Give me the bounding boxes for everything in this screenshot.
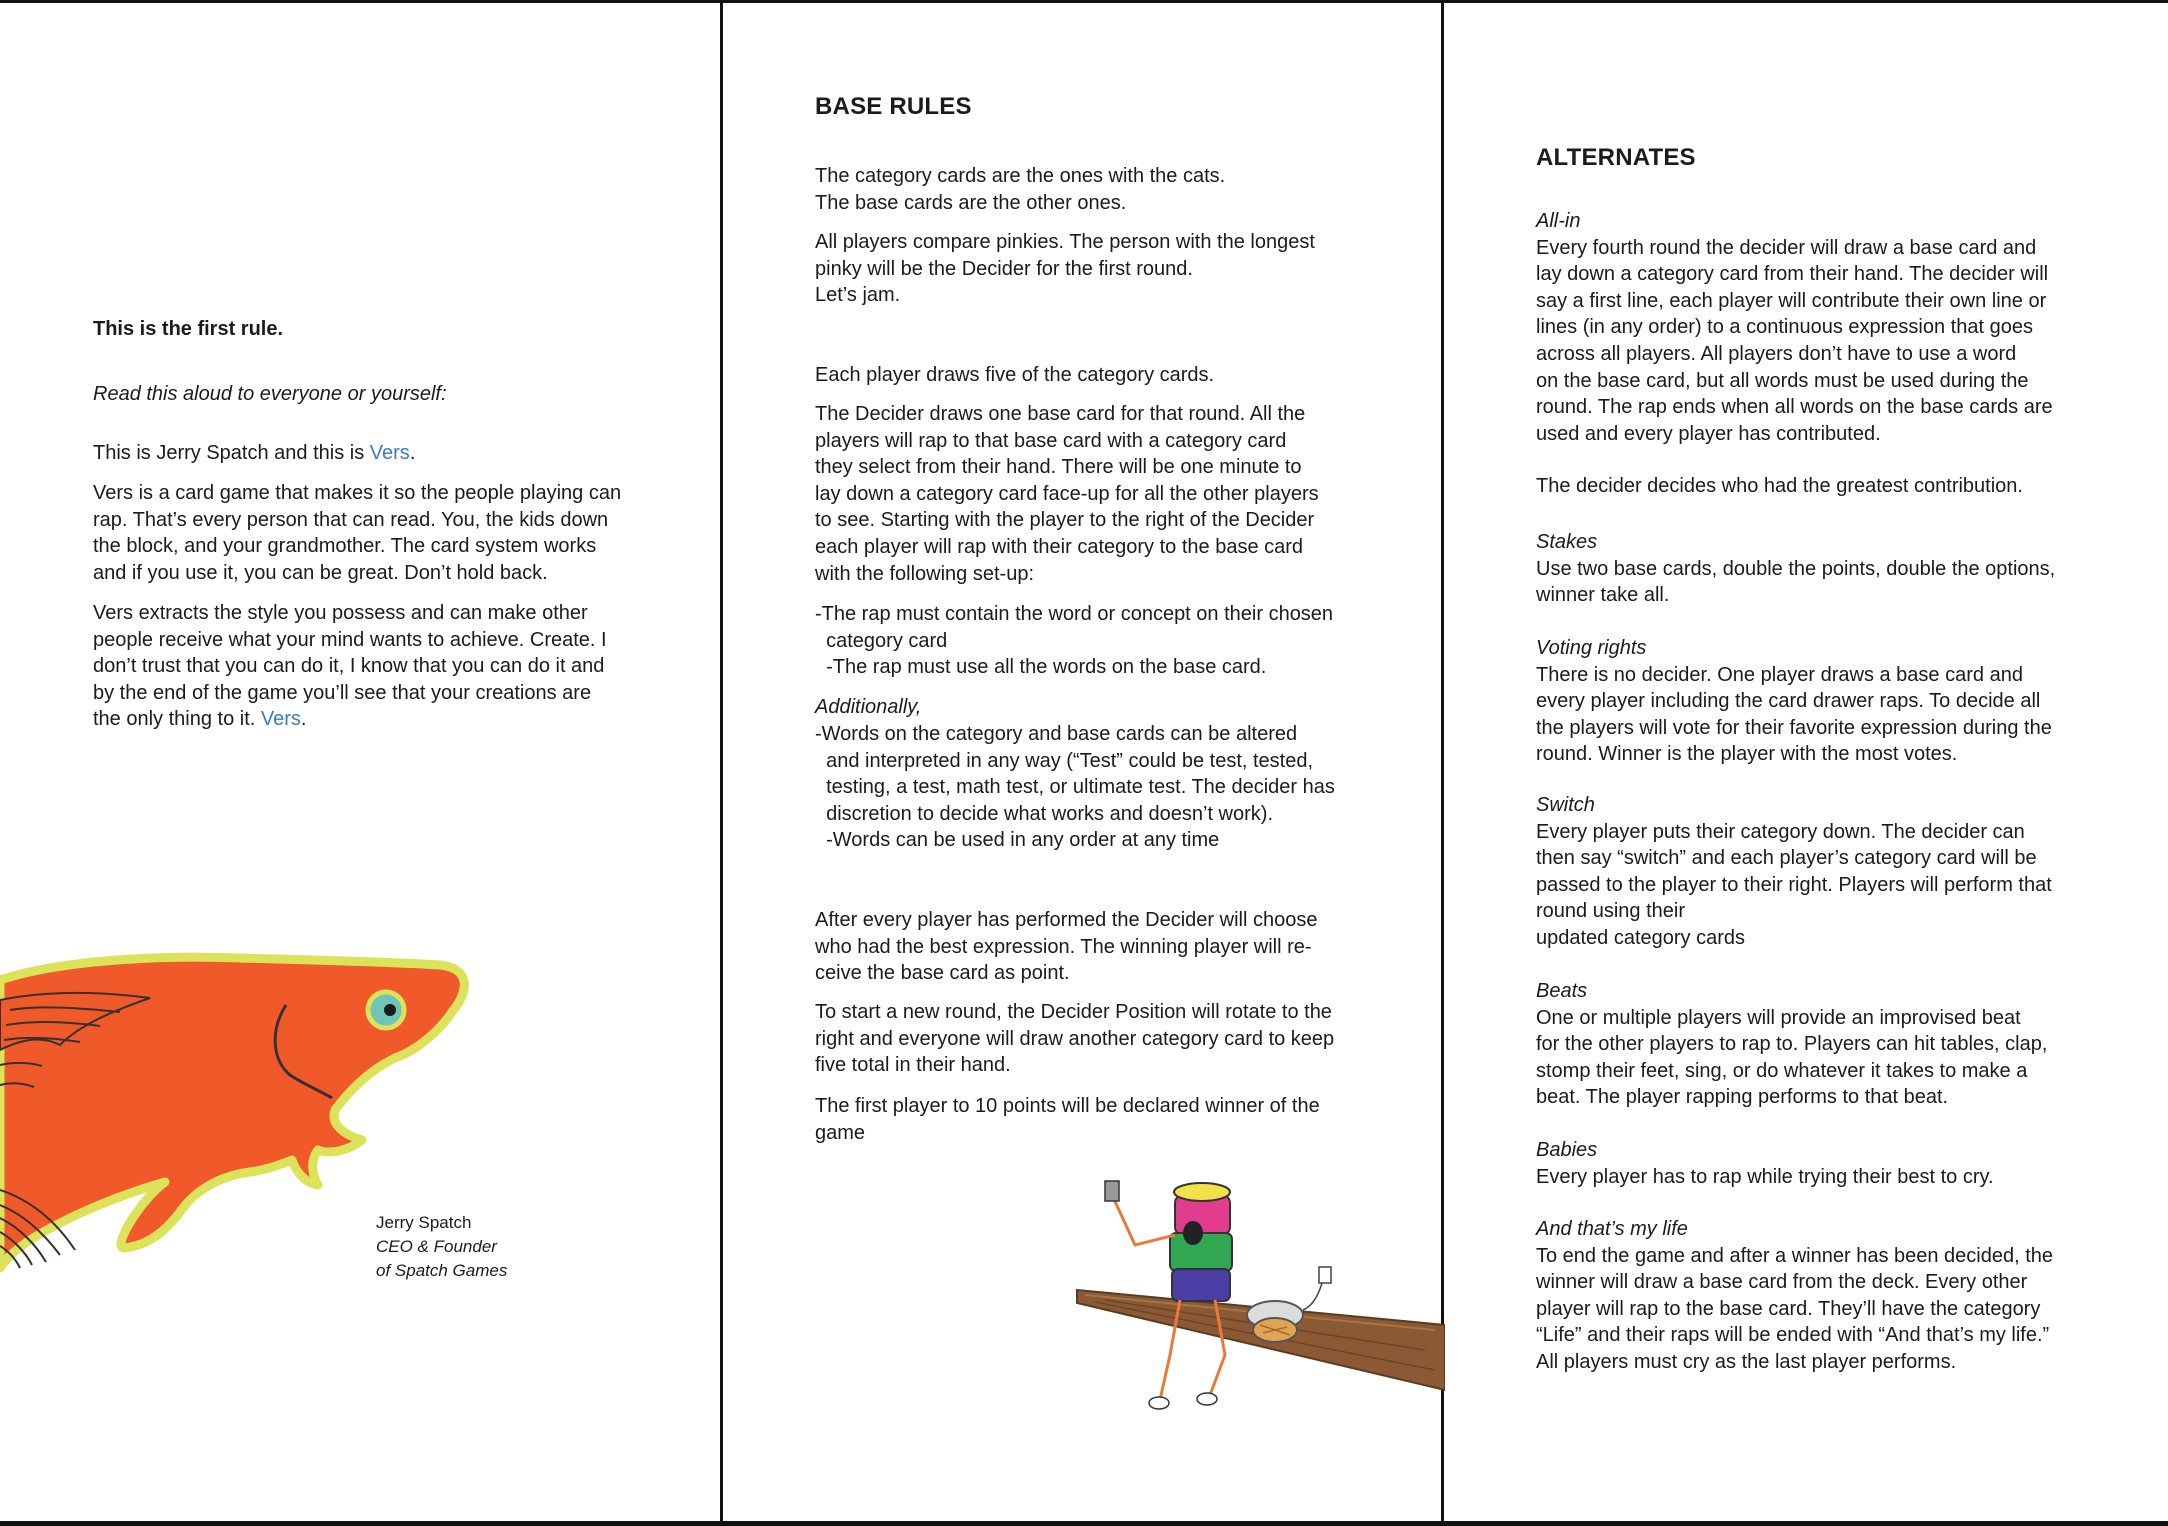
beats-title: Beats	[1536, 980, 1588, 1002]
text-line: All players compare pinkies. The person with the longest	[815, 231, 1315, 253]
text-line: with the following set-up:	[815, 562, 1035, 585]
panel-alternates	[1444, 0, 2168, 1521]
text-line: Vers extracts the style you possess and can make other	[93, 602, 588, 624]
intro-suffix: .	[409, 442, 416, 464]
text-line: players will rap to that base card with a category card	[815, 429, 1287, 452]
switch-body	[1536, 819, 2052, 952]
signature-name: Jerry Spatch	[376, 1213, 472, 1232]
alternate-babies	[1536, 1137, 1994, 1190]
text-line: testing, a test, math test, or ultimate test. The decider has	[815, 776, 1335, 799]
character-illustration	[1075, 1175, 1445, 1425]
text-line: One or multiple players will provide an improvised beat	[1536, 1006, 2021, 1029]
text-line: The decider decides who had the greatest contribution.	[1536, 475, 2023, 498]
alternate-voting-rights	[1536, 635, 2052, 768]
text-line: right and everyone will draw another category card to keep	[815, 1027, 1335, 1050]
text-line: ceive the base card as point.	[815, 962, 1070, 985]
text-line: for the other players to rap to. Players can hit tables, clap,	[1536, 1033, 2048, 1056]
text-line: stomp their feet, sing, or do whatever it takes to make a	[1536, 1059, 2028, 1082]
text-line: five total in their hand.	[815, 1054, 1011, 1077]
intro-paragraph-1	[93, 480, 621, 586]
text-line: updated category cards	[1536, 926, 1746, 949]
base-rules-p2	[815, 229, 1315, 309]
signature-title-1: CEO & Founder	[376, 1237, 497, 1256]
last-line-text: the only thing to it.	[93, 708, 261, 731]
text-line: and interpreted in any way (“Test” could be test, tested,	[815, 749, 1314, 772]
alternate-stakes	[1536, 529, 2055, 609]
text-line: Let’s jam.	[815, 284, 901, 307]
alternate-beats	[1536, 978, 2047, 1111]
text-line: To end the game and after a winner has been decided, the	[1536, 1244, 2054, 1267]
text-line: and if you use it, you can be great. Don’t hold back.	[93, 561, 548, 584]
text-line: each player will rap with their category to the base card	[815, 535, 1304, 558]
babies-body	[1536, 1164, 1994, 1191]
text-line: The category cards are the ones with the cats.	[815, 165, 1226, 187]
text-line: to see. Starting with the player to the right of the Decider	[815, 509, 1315, 532]
first-rule-heading: This is the first rule.	[93, 318, 284, 340]
text-line: round using their	[1536, 900, 1685, 923]
intro-paragraph-2-last-line	[93, 706, 607, 733]
babies-title: Babies	[1536, 1139, 1598, 1161]
read-aloud-instruction: Read this aloud to everyone or yourself:	[93, 383, 447, 405]
text-line: Each player draws five of the category cards.	[815, 364, 1215, 386]
panel-intro	[0, 0, 720, 1521]
text-line: rap. That’s every person that can read. You, the kids down	[93, 508, 609, 531]
text-line: on the base card, but all words must be used during the	[1536, 369, 2029, 392]
stakes-body	[1536, 556, 2055, 609]
base-rules-p8	[815, 999, 1334, 1079]
base-rules-p6	[815, 721, 1335, 854]
spatula-icon	[1105, 1181, 1119, 1201]
alternates-title: ALTERNATES	[1536, 144, 1696, 171]
text-line: they select from their hand. There will be one minute to	[815, 456, 1302, 479]
text-line: Use two base cards, double the points, double the options,	[1536, 557, 2056, 580]
intro-paragraph-2	[93, 600, 607, 733]
all-in-title: All-in	[1536, 210, 1581, 232]
text-line: say a first line, each player will contribute their own line or	[1536, 289, 2047, 312]
text-line: There is no decider. One player draws a base card and	[1536, 663, 2023, 686]
my-life-body	[1536, 1243, 2053, 1376]
text-line: winner take all.	[1536, 584, 1670, 607]
can-bottom-purple	[1172, 1269, 1230, 1301]
text-line: -Words on the category and base cards can be altered	[815, 723, 1298, 745]
last-line-suffix: .	[300, 708, 307, 731]
text-line: don’t trust that you can do it, I know that you can do it and	[93, 655, 605, 678]
character-mouth	[1183, 1221, 1203, 1245]
text-line: The base cards are the other ones.	[815, 191, 1127, 214]
alternate-all-in	[1536, 208, 2053, 500]
power-outlet	[1319, 1267, 1331, 1283]
text-line: pinky will be the Decider for the first round.	[815, 257, 1193, 280]
text-line: lay down a category card face-up for all the other players	[815, 482, 1319, 505]
fish-pupil	[384, 1004, 396, 1016]
text-line: -The rap must use all the words on the base card.	[815, 656, 1267, 679]
base-rules-p9	[815, 1093, 1320, 1146]
text-line: lay down a category card from their hand. The decider will	[1536, 263, 2049, 286]
signature-title-2: of Spatch Games	[376, 1261, 508, 1280]
text-line: The first player to 10 points will be declared winner of the	[815, 1095, 1320, 1117]
text-line: beat. The player rapping performs to that beat.	[1536, 1086, 1949, 1109]
base-rules-p7	[815, 907, 1317, 987]
text-line: To start a new round, the Decider Position will rotate to the	[815, 1001, 1332, 1023]
text-line: “Life” and their raps will be ended with “And that’s my life.”	[1536, 1324, 2050, 1347]
base-rules-p3	[815, 362, 1214, 389]
base-rules-p4	[815, 401, 1319, 587]
text-line: passed to the player to their right. Players will perform that	[1536, 873, 2052, 896]
panel-base-rules	[723, 0, 1441, 1521]
can-lid	[1174, 1183, 1230, 1201]
text-line: lines (in any order) to a continuous expression that goes	[1536, 316, 2033, 339]
page-border-bottom	[0, 1521, 2168, 1526]
voting-title: Voting rights	[1536, 637, 1647, 659]
text-line: Vers is a card game that makes it so the people playing can	[93, 482, 622, 504]
vers-link-2[interactable]: Vers	[260, 708, 301, 731]
alternate-my-life	[1536, 1216, 2053, 1376]
text-line: round. Winner is the player with the most votes.	[1536, 743, 1958, 766]
text-line: by the end of the game you’ll see that your creations are	[93, 681, 592, 704]
text-line: All players must cry as the last player performs.	[1536, 1350, 1957, 1373]
base-rules-title: BASE RULES	[815, 93, 972, 120]
all-in-body-2	[1536, 473, 2053, 500]
alternate-switch	[1536, 792, 2052, 952]
text-line: player will rap to the base card. They’ll have the category	[1536, 1297, 2041, 1320]
vers-link[interactable]: Vers	[369, 442, 410, 464]
switch-title: Switch	[1536, 794, 1595, 816]
text-line: every player including the card drawer raps. To decide all	[1536, 690, 2041, 713]
base-rules-p5	[815, 601, 1333, 681]
text-line: -Words can be used in any order at any time	[815, 829, 1220, 852]
text-line: the players will vote for their favorite expression during the	[1536, 716, 2052, 739]
text-line: Every fourth round the decider will draw a base card and	[1536, 236, 2037, 259]
text-line: The Decider draws one base card for that round. All the	[815, 403, 1306, 425]
intro-prefix: This is Jerry Spatch and this is	[93, 442, 370, 464]
text-line: Every player has to rap while trying their best to cry.	[1536, 1165, 1994, 1188]
text-line: winner will draw a base card from the deck. Every other	[1536, 1271, 2028, 1294]
additionally-label: Additionally,	[815, 696, 922, 718]
voting-body	[1536, 662, 2052, 768]
text-line: who had the best expression. The winning player will re-	[815, 935, 1312, 958]
text-line: game	[815, 1121, 866, 1144]
text-line: the block, and your grandmother. The card system works	[93, 535, 597, 558]
stakes-title: Stakes	[1536, 531, 1598, 553]
text-line: Every player puts their category down. The decider can	[1536, 820, 2025, 843]
text-line: then say “switch” and each player’s category card will be	[1536, 847, 2037, 870]
text-line: people receive what your mind wants to achieve. Create. I	[93, 628, 607, 651]
text-line: used and every player has contributed.	[1536, 422, 1881, 445]
beats-body	[1536, 1005, 2047, 1111]
text-line: -The rap must contain the word or concept on their chosen	[815, 603, 1334, 625]
text-line: After every player has performed the Decider will choose	[815, 909, 1318, 931]
text-line: round. The rap ends when all words on the base cards are	[1536, 396, 2053, 419]
intro-line	[93, 440, 415, 467]
base-rules-p1	[815, 163, 1225, 216]
text-line: across all players. All players don’t have to use a word	[1536, 342, 2017, 365]
text-line: category card	[815, 629, 948, 652]
all-in-body	[1536, 235, 2053, 448]
text-line: discretion to decide what works and doesn’t work).	[815, 802, 1273, 825]
my-life-title: And that’s my life	[1536, 1218, 1688, 1240]
